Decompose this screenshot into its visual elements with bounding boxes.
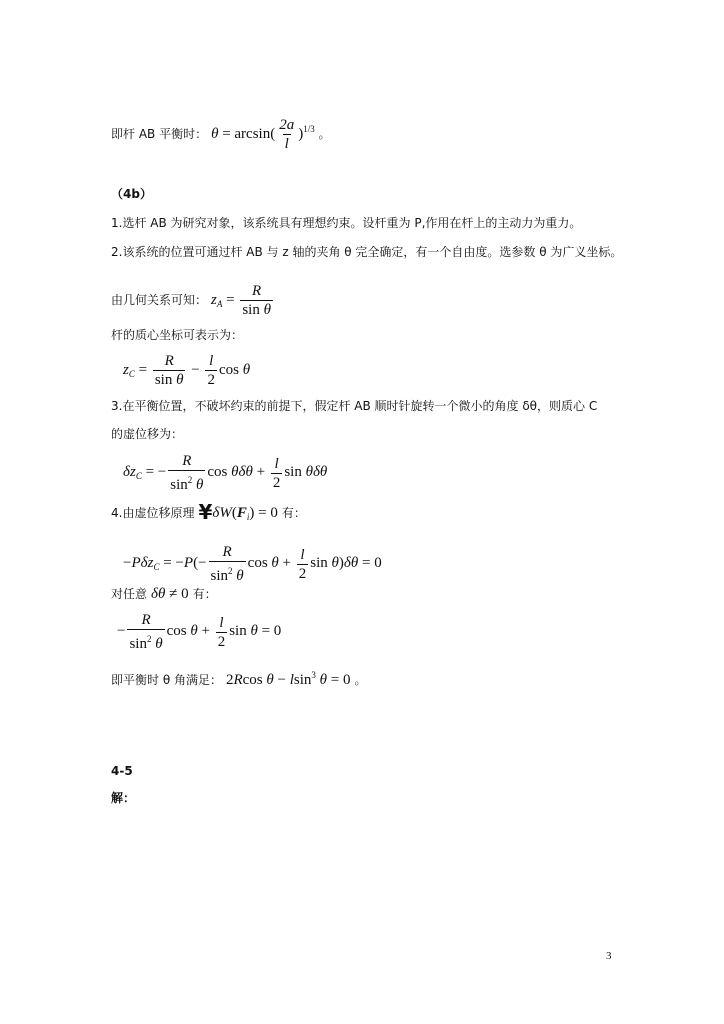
text: 4.由虚位移原理 bbox=[111, 506, 195, 520]
paragraph: 的虚位移为： bbox=[111, 427, 184, 441]
text: 即平衡时 θ 角满足： bbox=[111, 673, 222, 687]
paragraph: 1.选杆 AB 为研究对象，该系统具有理想约束。设杆重为 P,作用在杆上的主动力为重力。 bbox=[111, 216, 582, 230]
geometry-line bbox=[111, 282, 275, 319]
text: 。 bbox=[318, 126, 331, 141]
formula-dtheta-nonzero: δθ ≠ 0 bbox=[151, 586, 189, 602]
text: 即杆 AB 平衡时： bbox=[111, 126, 208, 141]
text: 由几何关系可知： bbox=[111, 292, 208, 307]
text: 有： bbox=[281, 506, 306, 520]
formula-zA: $z_A$ = $\frac{R}{\text{sin θ}}$ bbox=[211, 283, 271, 318]
formula-final: 2Rcos θ − lsin$^3$ θ = 0 bbox=[225, 670, 351, 688]
formula-equilibrium-condition: − $\frac{R}{\sin^2 \theta}$ cos θ + $\frac{l}{2}$ sin θ = 0 bbox=[117, 612, 282, 652]
paragraph: 3.在平衡位置，不破坏约束的前提下，假定杆 AB 顺时针旋转一个微小的角度 δθ，则质心 C bbox=[111, 399, 598, 413]
formula-work-expansion: −Pδz$_C$ = −P(− $\frac{R}{\sin^2 \theta}$ cos θ + $\frac{l}{2}$ sin θ)δθ = 0 bbox=[123, 544, 382, 584]
final-condition-line bbox=[111, 667, 367, 688]
text: 有： bbox=[192, 587, 217, 601]
section-heading-4b: （4b） bbox=[111, 187, 152, 201]
formula-delta-zC: $\delta z_C$ = − $\frac{R}{\sin^2 \theta}$ cos θδθ + $\frac{l}{2}$ sin θδθ bbox=[123, 453, 328, 493]
equilibrium-angle-line bbox=[111, 116, 331, 153]
paragraph: 杆的质心坐标可表示为： bbox=[111, 328, 244, 342]
text: 。 bbox=[354, 673, 367, 687]
text: 对任意 bbox=[111, 587, 148, 601]
formula-theta-arcsin: θ = arcsin( $\frac{2a}{l}$ )$^{1/3}$ bbox=[211, 117, 315, 152]
arbitrary-line bbox=[111, 586, 217, 602]
paragraph: 2.该系统的位置可通过杆 AB 与 z 轴的夹角 θ 完全确定，有一个自由度。选参数 θ 为广义坐标。 bbox=[111, 245, 623, 259]
virtual-work-line bbox=[111, 500, 306, 525]
solution-label: 解： bbox=[111, 791, 136, 805]
formula-virtual-work: $¥\delta W(F_i) = 0$ bbox=[198, 500, 278, 524]
page-number: 3 bbox=[606, 950, 612, 962]
section-heading-4-5: 4-5 bbox=[111, 764, 133, 778]
formula-zC: $z_C$ = $\frac{R}{\text{sin θ}}$ − $\frac{l}{2}$ cos θ bbox=[123, 353, 251, 388]
